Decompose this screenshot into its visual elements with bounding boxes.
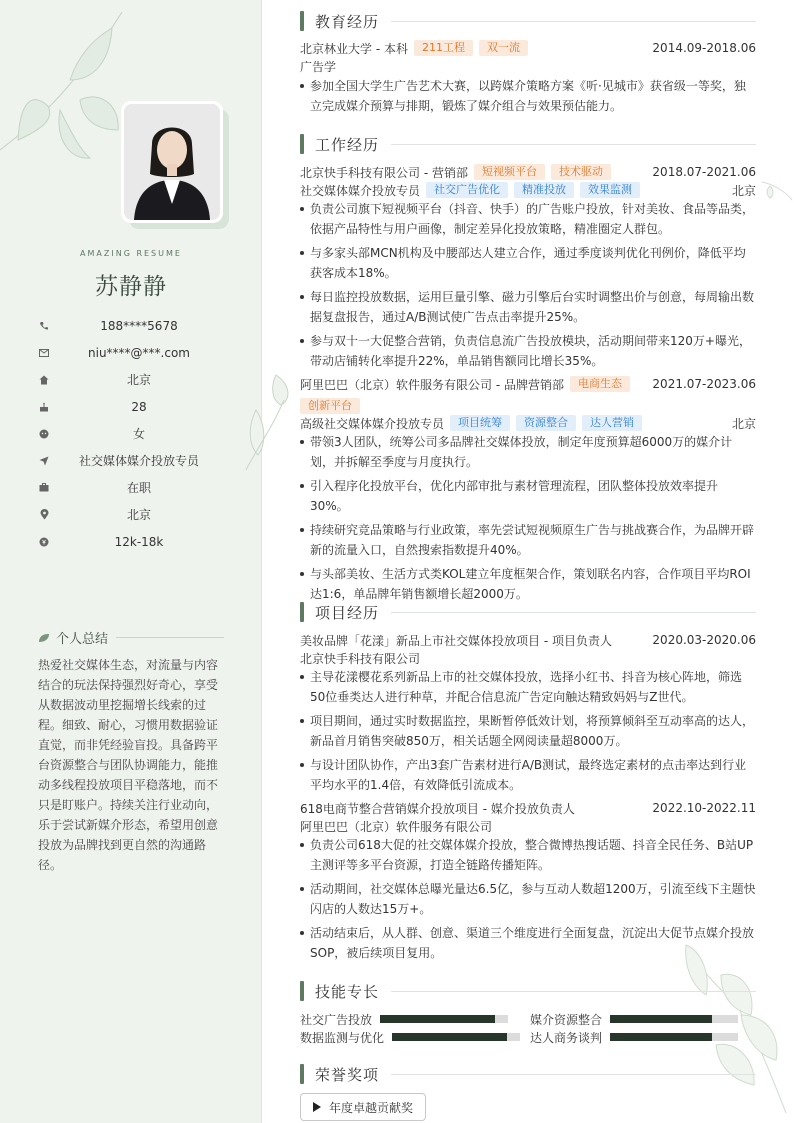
- project-date: 2022.10-2022.11: [652, 801, 756, 815]
- job-position-row: [300, 181, 756, 199]
- award-name: 年度卓越贡献奖: [329, 1100, 414, 1115]
- skill-bar: [380, 1015, 508, 1023]
- portrait-icon: [124, 104, 220, 220]
- company-tag: 电商生态: [570, 376, 630, 392]
- position-tag: 项目统筹: [450, 415, 510, 431]
- info-job-target: 社交媒体媒介投放专员: [38, 447, 228, 474]
- position-tag: 社交广告优化: [426, 182, 508, 198]
- info-email: niu****@***.com: [38, 339, 228, 366]
- job-tag-row: [300, 397, 756, 415]
- skill-bar-fill: [610, 1015, 712, 1023]
- company-tag: 短视频平台: [474, 164, 545, 180]
- work-title: 工作经历: [315, 135, 380, 154]
- list-item: 持续研究竞品策略与行业政策，率先尝试短视频原生广告与挑战赛合作，为品牌开辟新的流量入口，自然搜索指数提升40%。: [300, 520, 756, 560]
- project-section-header: [300, 602, 756, 622]
- education-row: [300, 39, 756, 57]
- project-date: 2020.03-2020.06: [652, 633, 756, 647]
- skill-bar-fill: [610, 1033, 712, 1041]
- skill-bar: [610, 1033, 738, 1041]
- send-icon: [38, 455, 50, 467]
- awards-section-header: [300, 1064, 756, 1084]
- briefcase-icon: [38, 482, 50, 494]
- location-pin-icon: [38, 509, 50, 521]
- summary-title: 个人总结: [56, 632, 109, 647]
- list-item: 与设计团队协作，产出3套广告素材进行A/B测试，最终选定素材的点击率达到行业平均水平的1.4倍，有效降低引流成本。: [300, 755, 756, 795]
- list-item: 引入程序化投放平台，优化内部审批与素材管理流程，团队整体投放效率提升30%。: [300, 476, 756, 516]
- home-icon: [38, 374, 50, 386]
- position-name: 社交媒体媒介投放专员: [300, 183, 421, 198]
- skill-name: 社交广告投放: [300, 1012, 373, 1027]
- education-bullets: [300, 76, 756, 120]
- job-company-row: [300, 375, 756, 393]
- list-item: 参与双十一大促整合营销，负责信息流广告投放模块，活动期间带来120万+曝光，带动店铺转化率提升22%，单品销售额同比增长35%。: [300, 331, 756, 371]
- candidate-name: 苏静静: [95, 274, 167, 300]
- list-item: 带领3人团队，统筹公司多品牌社交媒体投放，制定年度预算超6000万的媒介计划，并拆解至季度与月度执行。: [300, 432, 756, 472]
- job-company-row: [300, 163, 756, 181]
- info-age: 28: [38, 393, 228, 420]
- project-org: 北京快手科技有限公司: [300, 651, 421, 666]
- contact-info-list: [38, 312, 228, 555]
- position-tag: 效果监测: [580, 182, 640, 198]
- mail-icon: [38, 347, 50, 359]
- project-row: [300, 631, 756, 649]
- leaf-icon: [38, 633, 50, 643]
- list-item: 活动结束后，从人群、创意、渠道三个维度进行全面复盘，沉淀出大促节点媒介投放SOP，被后续项目复用。: [300, 923, 756, 963]
- skill-name: 达人商务谈判: [530, 1030, 603, 1045]
- project-org-row: [300, 649, 756, 667]
- project-org-row: [300, 817, 756, 835]
- info-salary: 12k-18k: [38, 528, 228, 555]
- skill-bar: [610, 1015, 738, 1023]
- list-item: 项目期间，通过实时数据监控，果断暂停低效计划，将预算倾斜至互动率高的达人，新品首月销售突破850万，相关话题全网阅读量超8000万。: [300, 711, 756, 751]
- skills-title: 技能专长: [315, 982, 380, 1001]
- skills-section-header: [300, 981, 756, 1001]
- award-item[interactable]: [300, 1093, 426, 1121]
- position-tag: 达人营销: [582, 415, 642, 431]
- position-name: 高级社交媒体媒介投放专员: [300, 416, 445, 431]
- project-name: 美妆品牌「花漾」新品上市社交媒体投放项目 - 项目负责人: [300, 633, 612, 648]
- company-name: 北京快手科技有限公司 - 营销部: [300, 165, 468, 180]
- job-position-row: [300, 414, 756, 432]
- skill-bar: [392, 1033, 520, 1041]
- phone-icon: [38, 320, 50, 332]
- list-item: 参加全国大学生广告艺术大赛，以跨媒介策略方案《听·见城市》获省级一等奖，独立完成媒介预算与排期，锻炼了媒介组合与效果预估能力。: [300, 76, 756, 116]
- avatar: [121, 101, 223, 223]
- project-name: 618电商节整合营销媒介投放项目 - 媒介投放负责人: [300, 801, 575, 816]
- skill-bar-fill: [392, 1033, 507, 1041]
- play-triangle-icon: [313, 1102, 321, 1112]
- skill-name: 数据监测与优化: [300, 1030, 385, 1045]
- skill-item: [530, 1010, 740, 1028]
- cake-icon: [38, 401, 50, 413]
- project-title: 项目经历: [315, 603, 380, 622]
- job-bullets: [300, 432, 756, 608]
- resume-tagline: AMAZING RESUME: [80, 249, 182, 258]
- list-item: 负责公司618大促的社交媒体媒介投放，整合微博热搜话题、抖音全民任务、B站UP主测评等多平台资源，打造全链路传播矩阵。: [300, 835, 756, 875]
- work-section-header: [300, 134, 756, 154]
- list-item: 与头部美妆、生活方式类KOL建立年度框架合作，策划联名内容，合作项目平均ROI达1:6，单品牌年销售额增长超2000万。: [300, 564, 756, 604]
- list-item: 每日监控投放数据，运用巨量引擎、磁力引擎后台实时调整出价与创意，每周输出数据复盘报告，通过A/B测试使广告点击率提升25%。: [300, 287, 756, 327]
- info-hometown: 北京: [38, 366, 228, 393]
- education-title: 教育经历: [315, 12, 380, 31]
- list-item: 与多家头部MCN机构及中腰部达人建立合作，通过季度谈判优化刊例价，降低平均获客成本18%。: [300, 243, 756, 283]
- info-phone: 188****5678: [38, 312, 228, 339]
- company-name: 阿里巴巴（北京）软件服务有限公司 - 品牌营销部: [300, 377, 564, 392]
- job-bullets: [300, 199, 756, 375]
- skill-bar-fill: [380, 1015, 495, 1023]
- sidebar: [0, 0, 262, 1123]
- list-item: 负责公司旗下短视频平台（抖音、快手）的广告账户投放，针对美妆、食品等品类，依据产品特性与用户画像，制定差异化投放策略，精准圈定人群包。: [300, 199, 756, 239]
- job-city: 北京: [731, 416, 756, 431]
- major-row: [300, 57, 756, 75]
- job-date: 2021.07-2023.06: [652, 377, 756, 391]
- skill-item: [530, 1028, 740, 1046]
- company-tag: 创新平台: [300, 398, 360, 414]
- summary-header: [38, 628, 224, 647]
- summary-text: 热爱社交媒体生态，对流量与内容结合的玩法保持强烈好奇心，享受从数据波动里挖掘增长线索的过程。细致、耐心，习惯用数据验证直觉，而非凭经验盲投。具备跨平台资源整合与团队协调能力，能推动多线程投放项目平稳落地，而不只是盯账户。持续关注行业动向，乐于尝试新媒介形态，希望用创意投放为品牌找到更自然的沟通路径。: [38, 658, 219, 872]
- education-section-header: [300, 11, 756, 31]
- skill-item: [300, 1028, 522, 1046]
- project-row: [300, 799, 756, 817]
- job-city: 北京: [731, 183, 756, 198]
- project-org: 阿里巴巴（北京）软件服务有限公司: [300, 819, 493, 834]
- gender-icon: [38, 428, 50, 440]
- leaf-decoration-icon: [760, 180, 794, 210]
- salary-icon: [38, 536, 50, 548]
- info-status: 在职: [38, 474, 228, 501]
- company-tag: 技术驱动: [551, 164, 611, 180]
- position-tag: 精准投放: [514, 182, 574, 198]
- school-tag: 双一流: [479, 40, 528, 56]
- list-item: 活动期间，社交媒体总曝光量达6.5亿，参与互动人数超1200万，引流至线下主题快闪店的人数达15万+。: [300, 879, 756, 919]
- skill-item: [300, 1010, 510, 1028]
- info-city: 北京: [38, 501, 228, 528]
- project-bullets: [300, 667, 756, 799]
- list-item: 主导花漾樱花系列新品上市的社交媒体投放，选择小红书、抖音为核心阵地，筛选50位垂类达人进行种草，并配合信息流广告定向触达精致妈妈与Z世代。: [300, 667, 756, 707]
- school-name: 北京林业大学 - 本科: [300, 41, 408, 56]
- skill-name: 媒介资源整合: [530, 1012, 603, 1027]
- project-bullets: [300, 835, 756, 967]
- position-tag: 资源整合: [516, 415, 576, 431]
- education-date: 2014.09-2018.06: [652, 41, 756, 55]
- school-tag: 211工程: [414, 40, 473, 56]
- info-gender: 女: [38, 420, 228, 447]
- job-date: 2018.07-2021.06: [652, 165, 756, 179]
- major: 广告学: [300, 59, 337, 74]
- leaf-decoration-icon: [236, 370, 296, 480]
- awards-title: 荣誉奖项: [315, 1065, 380, 1084]
